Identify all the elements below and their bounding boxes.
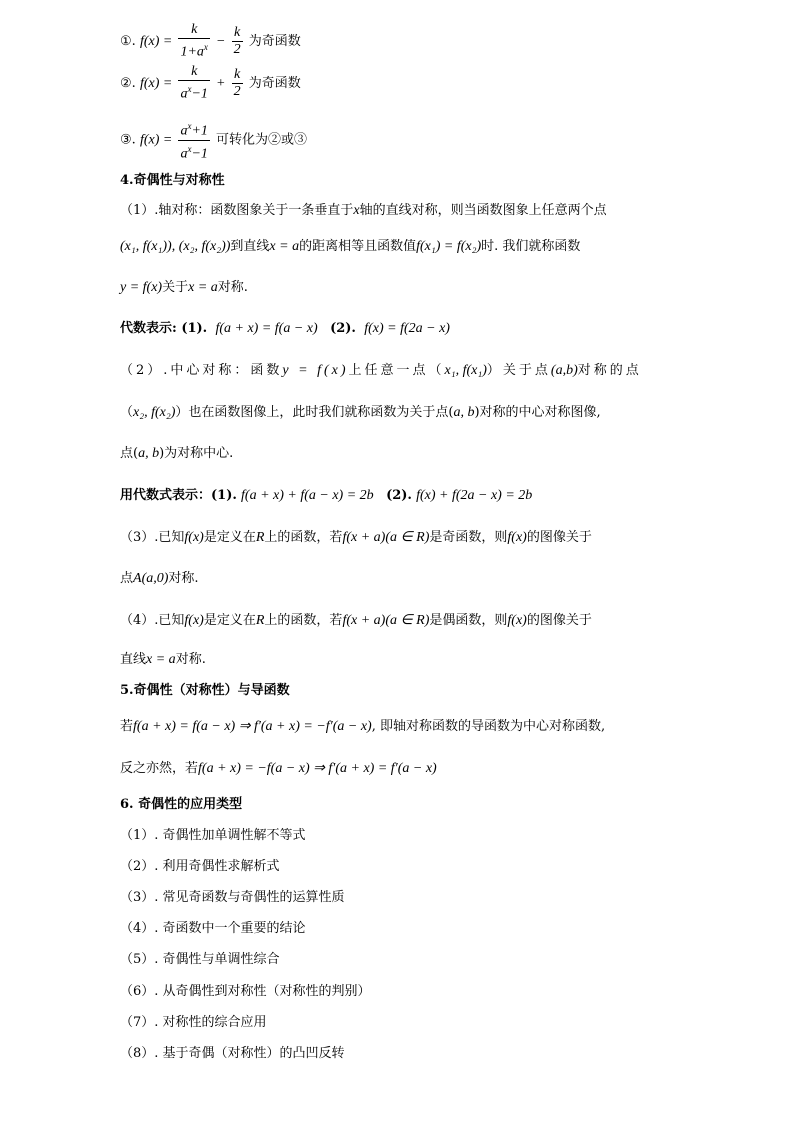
formula-1-label: ①.	[120, 33, 136, 49]
s4-p4-line2: 直线x = a对称.	[120, 652, 206, 667]
formula-1-op: −	[216, 33, 226, 49]
formula-2-fraction-a: $\frac{k}{a^x-1}$	[180, 64, 208, 102]
s4-p1-line3: y = f(x)关于x = a对称.	[120, 280, 248, 295]
s5-line1: 若f(a + x) = f(a − x) ⇒ f′(a + x) = −f′(a − x), 即轴对称函数的导函数为中心对称函数,	[120, 719, 606, 734]
s4-p2-line2: （x₂, f(x₂)）也在函数图像上，此时我们就称函数为关于点(a, b)对称的中心对称图像,	[120, 405, 601, 420]
formula-3-label: ③.	[120, 132, 136, 148]
formula-1	[120, 22, 734, 61]
formula-3-lhs: f(x) =	[139, 132, 173, 148]
formula-2-lhs: f(x) =	[139, 75, 173, 91]
formula-1-tail: 为奇函数	[248, 33, 301, 49]
list-item: （2）. 利用奇偶性求解析式	[120, 859, 280, 874]
formula-2	[120, 64, 734, 103]
list-item: （6）. 从奇偶性到对称性（对称性的判别）	[120, 984, 371, 999]
formula-3-tail: 可转化为②或③	[216, 132, 308, 148]
s4-p3-line2: 点A(a,0)对称.	[120, 571, 199, 586]
list-item: （7）. 对称性的综合应用	[120, 1015, 267, 1030]
list-item: （5）. 奇偶性与单调性综合	[120, 952, 280, 967]
formula-3	[120, 118, 734, 162]
s4-p3-line1: （3）.已知f(x)是定义在R上的函数，若f(x + a)(a ∈ R)是奇函数，则f(x)的图像关于	[120, 530, 592, 545]
s4-p4-line1: （4）.已知f(x)是定义在R上的函数，若f(x + a)(a ∈ R)是偶函数，则f(x)的图像关于	[120, 613, 592, 628]
formula-2-op: +	[216, 75, 226, 91]
s4-alg1: 代数表示: (1). f(a + x) = f(a − x) (2). f(x) = f(2a − x)	[120, 321, 450, 336]
formula-2-fraction-b: $\frac{k}{2}$	[233, 66, 241, 99]
formula-1-fraction-a: $\frac{k}{1+a^x}$	[180, 22, 208, 60]
list-item: （1）. 奇偶性加单调性解不等式	[120, 828, 306, 843]
s4-p1-line1: （1）.轴对称：函数图象关于一条垂直于x轴的直线对称，则当函数图象上任意两个点	[120, 203, 607, 218]
list-item: （4）. 奇函数中一个重要的结论	[120, 921, 306, 936]
list-item: （8）. 基于奇偶（对称性）的凸凹反转	[120, 1046, 345, 1061]
list-item: （3）. 常见奇函数与奇偶性的运算性质	[120, 890, 345, 905]
formula-2-tail: 为奇函数	[248, 75, 301, 91]
section-4-title: 4.奇偶性与对称性	[120, 173, 225, 188]
formula-3-fraction: $\frac{a^x+1}{a^x-1}$	[178, 118, 209, 162]
s4-alg2: 用代数式表示：(1). f(a + x) + f(a − x) = 2b (2). f(x) + f(2a − x) = 2b	[120, 488, 533, 503]
section-5-title: 5.奇偶性（对称性）与导函数	[120, 683, 290, 698]
s5-line2: 反之亦然，若f(a + x) = −f(a − x) ⇒ f′(a + x) = f′(a − x)	[120, 761, 437, 776]
formula-2-label: ②.	[120, 75, 136, 91]
s4-p1-line2: (x₁, f(x₁)), (x₂, f(x₂))到直线x = a的距离相等且函数值f(x₁) = f(x₂)时. 我们就称函数	[120, 239, 581, 254]
section-6-title: 6. 奇偶性的应用类型	[120, 797, 243, 812]
s4-p2-line1: （2）.中心对称：函数y = f(x)上任意一点（x₁, f(x₁)）关于点(a,b)对称的点	[120, 363, 642, 378]
formula-1-lhs: f(x) =	[139, 33, 173, 49]
s4-p2-line3: 点(a, b)为对称中心.	[120, 446, 234, 461]
formula-1-fraction-b: $\frac{k}{2}$	[233, 24, 241, 57]
